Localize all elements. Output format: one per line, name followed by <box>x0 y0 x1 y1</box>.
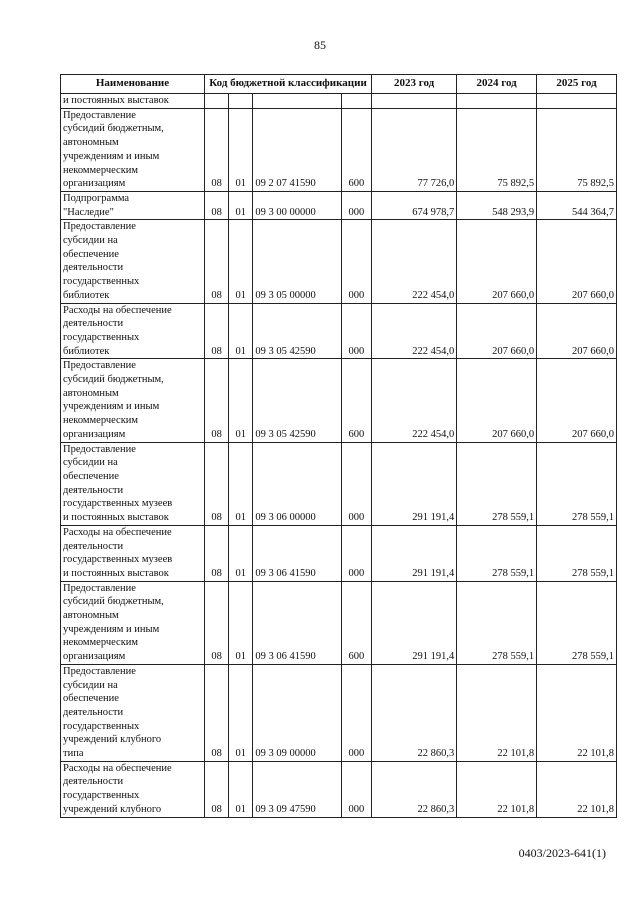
amount-2025-cell: 22 101,8 <box>537 664 617 761</box>
expense-type-cell: 600 <box>341 581 371 664</box>
target-article-cell: 09 3 06 41590 <box>253 525 341 581</box>
row-name-line: и постоянных выставок <box>63 567 169 579</box>
subsection-cell: 01 <box>229 525 253 581</box>
table-row <box>61 664 617 761</box>
row-name-line: организациям <box>63 428 126 440</box>
target-article-cell: 09 3 09 47590 <box>253 761 341 817</box>
section-cell: 08 <box>204 442 228 525</box>
row-name-line: автономным <box>63 387 119 399</box>
row-name-cell <box>61 94 205 109</box>
row-name-line: деятельности <box>63 484 124 496</box>
subsection-cell: 01 <box>229 761 253 817</box>
expense-type-cell: 600 <box>341 108 371 191</box>
row-name-line: субсидий бюджетным, <box>63 374 164 386</box>
table-row <box>61 191 617 219</box>
section-cell: 08 <box>204 664 228 761</box>
target-article-cell: 09 3 05 42590 <box>253 359 341 442</box>
row-name-line: Предоставление <box>63 582 136 594</box>
amount-2025-cell: 278 559,1 <box>537 525 617 581</box>
amount-2023-cell <box>372 94 457 109</box>
amount-2024-cell: 207 660,0 <box>457 220 537 303</box>
row-name-line: государственных музеев <box>63 498 173 510</box>
target-article-cell: 09 3 00 00000 <box>253 191 341 219</box>
amount-2023-cell: 291 191,4 <box>372 581 457 664</box>
row-name-line: обеспечение <box>63 248 119 260</box>
budget-table <box>60 74 617 818</box>
row-name-line: "Наследие" <box>63 206 114 218</box>
target-article-cell: 09 3 06 41590 <box>253 581 341 664</box>
amount-2024-cell: 207 660,0 <box>457 359 537 442</box>
amount-2023-cell: 291 191,4 <box>372 525 457 581</box>
row-name-line: учреждений клубного <box>63 734 162 746</box>
row-name-line: Подпрограмма <box>63 192 130 204</box>
subsection-cell <box>229 94 253 109</box>
amount-2023-cell: 222 454,0 <box>372 303 457 359</box>
subsection-cell: 01 <box>229 220 253 303</box>
target-article-cell: 09 2 07 41590 <box>253 108 341 191</box>
table-row <box>61 525 617 581</box>
row-name-line: государственных <box>63 331 140 343</box>
amount-2025-cell: 207 660,0 <box>537 359 617 442</box>
amount-2025-cell: 207 660,0 <box>537 303 617 359</box>
row-name-cell <box>61 359 205 442</box>
amount-2023-cell: 77 726,0 <box>372 108 457 191</box>
section-cell: 08 <box>204 359 228 442</box>
table-header-row <box>61 75 617 94</box>
row-name-line: деятельности <box>63 706 124 718</box>
section-cell: 08 <box>204 220 228 303</box>
subsection-cell: 01 <box>229 108 253 191</box>
row-name-line: государственных <box>63 276 140 288</box>
row-name-line: государственных <box>63 790 140 802</box>
amount-2025-cell: 544 364,7 <box>537 191 617 219</box>
expense-type-cell: 000 <box>341 664 371 761</box>
table-row <box>61 303 617 359</box>
row-name-cell <box>61 664 205 761</box>
row-name-line: и постоянных выставок <box>63 512 169 524</box>
row-name-cell <box>61 220 205 303</box>
amount-2024-cell: 22 101,8 <box>457 761 537 817</box>
row-name-line: обеспечение <box>63 693 119 705</box>
row-name-cell <box>61 191 205 219</box>
row-name-line: организациям <box>63 651 126 663</box>
column-header-code: Код бюджетной классификации <box>204 75 371 94</box>
amount-2024-cell: 75 892,5 <box>457 108 537 191</box>
section-cell: 08 <box>204 761 228 817</box>
row-name-line: автономным <box>63 137 119 149</box>
row-name-line: и постоянных выставок <box>63 95 169 106</box>
row-name-line: автономным <box>63 610 119 622</box>
amount-2025-cell: 278 559,1 <box>537 442 617 525</box>
column-header-2025: 2025 год <box>537 75 617 94</box>
amount-2024-cell <box>457 94 537 109</box>
column-header-name: Наименование <box>61 75 205 94</box>
amount-2025-cell: 22 101,8 <box>537 761 617 817</box>
row-name-line: некоммерческим <box>63 415 139 427</box>
row-name-cell <box>61 442 205 525</box>
target-article-cell: 09 3 06 00000 <box>253 442 341 525</box>
row-name-line: некоммерческим <box>63 637 139 649</box>
row-name-line: обеспечение <box>63 470 119 482</box>
row-name-line: некоммерческим <box>63 164 139 176</box>
amount-2024-cell: 278 559,1 <box>457 581 537 664</box>
section-cell: 08 <box>204 525 228 581</box>
section-cell <box>204 94 228 109</box>
row-name-line: Расходы на обеспечение <box>63 304 172 316</box>
table-row <box>61 359 617 442</box>
amount-2025-cell: 278 559,1 <box>537 581 617 664</box>
row-name-cell <box>61 303 205 359</box>
row-name-line: субсидий бюджетным, <box>63 596 164 608</box>
table-row <box>61 94 617 109</box>
section-cell: 08 <box>204 191 228 219</box>
section-cell: 08 <box>204 108 228 191</box>
row-name-line: учреждений клубного <box>63 803 162 815</box>
row-name-line: Предоставление <box>63 665 136 677</box>
row-name-cell <box>61 525 205 581</box>
table-row <box>61 581 617 664</box>
row-name-cell <box>61 108 205 191</box>
subsection-cell: 01 <box>229 442 253 525</box>
row-name-line: субсидии на <box>63 679 118 691</box>
amount-2024-cell: 22 101,8 <box>457 664 537 761</box>
target-article-cell: 09 3 05 42590 <box>253 303 341 359</box>
expense-type-cell: 000 <box>341 761 371 817</box>
row-name-line: деятельности <box>63 776 124 788</box>
row-name-line: учреждениям и иным <box>63 401 160 413</box>
amount-2023-cell: 222 454,0 <box>372 220 457 303</box>
amount-2025-cell <box>537 94 617 109</box>
row-name-line: Предоставление <box>63 109 136 121</box>
row-name-line: Расходы на обеспечение <box>63 762 172 774</box>
row-name-line: субсидий бюджетным, <box>63 123 164 135</box>
amount-2024-cell: 207 660,0 <box>457 303 537 359</box>
row-name-line: Расходы на обеспечение <box>63 526 172 538</box>
amount-2023-cell: 22 860,3 <box>372 664 457 761</box>
amount-2025-cell: 75 892,5 <box>537 108 617 191</box>
expense-type-cell: 000 <box>341 303 371 359</box>
row-name-line: Предоставление <box>63 360 136 372</box>
row-name-cell <box>61 761 205 817</box>
amount-2024-cell: 278 559,1 <box>457 442 537 525</box>
subsection-cell: 01 <box>229 303 253 359</box>
table-row <box>61 761 617 817</box>
subsection-cell: 01 <box>229 581 253 664</box>
target-article-cell: 09 3 05 00000 <box>253 220 341 303</box>
expense-type-cell: 000 <box>341 191 371 219</box>
row-name-line: деятельности <box>63 540 124 552</box>
row-name-line: Предоставление <box>63 443 136 455</box>
row-name-line: субсидии на <box>63 457 118 469</box>
row-name-line: библиотек <box>63 289 110 301</box>
row-name-line: организациям <box>63 178 126 190</box>
table-row <box>61 442 617 525</box>
amount-2023-cell: 222 454,0 <box>372 359 457 442</box>
amount-2025-cell: 207 660,0 <box>537 220 617 303</box>
page-number: 85 <box>314 38 326 52</box>
subsection-cell: 01 <box>229 359 253 442</box>
column-header-2024: 2024 год <box>457 75 537 94</box>
row-name-line: государственных <box>63 720 140 732</box>
amount-2024-cell: 548 293,9 <box>457 191 537 219</box>
row-name-line: деятельности <box>63 262 124 274</box>
column-header-2023: 2023 год <box>372 75 457 94</box>
subsection-cell: 01 <box>229 191 253 219</box>
expense-type-cell <box>341 94 371 109</box>
row-name-line: государственных музеев <box>63 554 173 566</box>
row-name-line: библиотек <box>63 345 110 357</box>
amount-2023-cell: 674 978,7 <box>372 191 457 219</box>
row-name-cell <box>61 581 205 664</box>
row-name-line: учреждениям и иным <box>63 150 160 162</box>
expense-type-cell: 600 <box>341 359 371 442</box>
document-id: 0403/2023-641(1) <box>518 846 606 860</box>
row-name-line: Предоставление <box>63 221 136 233</box>
subsection-cell: 01 <box>229 664 253 761</box>
amount-2023-cell: 291 191,4 <box>372 442 457 525</box>
row-name-line: деятельности <box>63 318 124 330</box>
expense-type-cell: 000 <box>341 525 371 581</box>
expense-type-cell: 000 <box>341 442 371 525</box>
row-name-line: учреждениям и иным <box>63 623 160 635</box>
expense-type-cell: 000 <box>341 220 371 303</box>
table-row <box>61 108 617 191</box>
row-name-line: типа <box>63 748 84 760</box>
row-name-line: субсидии на <box>63 235 118 247</box>
target-article-cell <box>253 94 341 109</box>
section-cell: 08 <box>204 581 228 664</box>
table-row <box>61 220 617 303</box>
section-cell: 08 <box>204 303 228 359</box>
target-article-cell: 09 3 09 00000 <box>253 664 341 761</box>
amount-2024-cell: 278 559,1 <box>457 525 537 581</box>
amount-2023-cell: 22 860,3 <box>372 761 457 817</box>
